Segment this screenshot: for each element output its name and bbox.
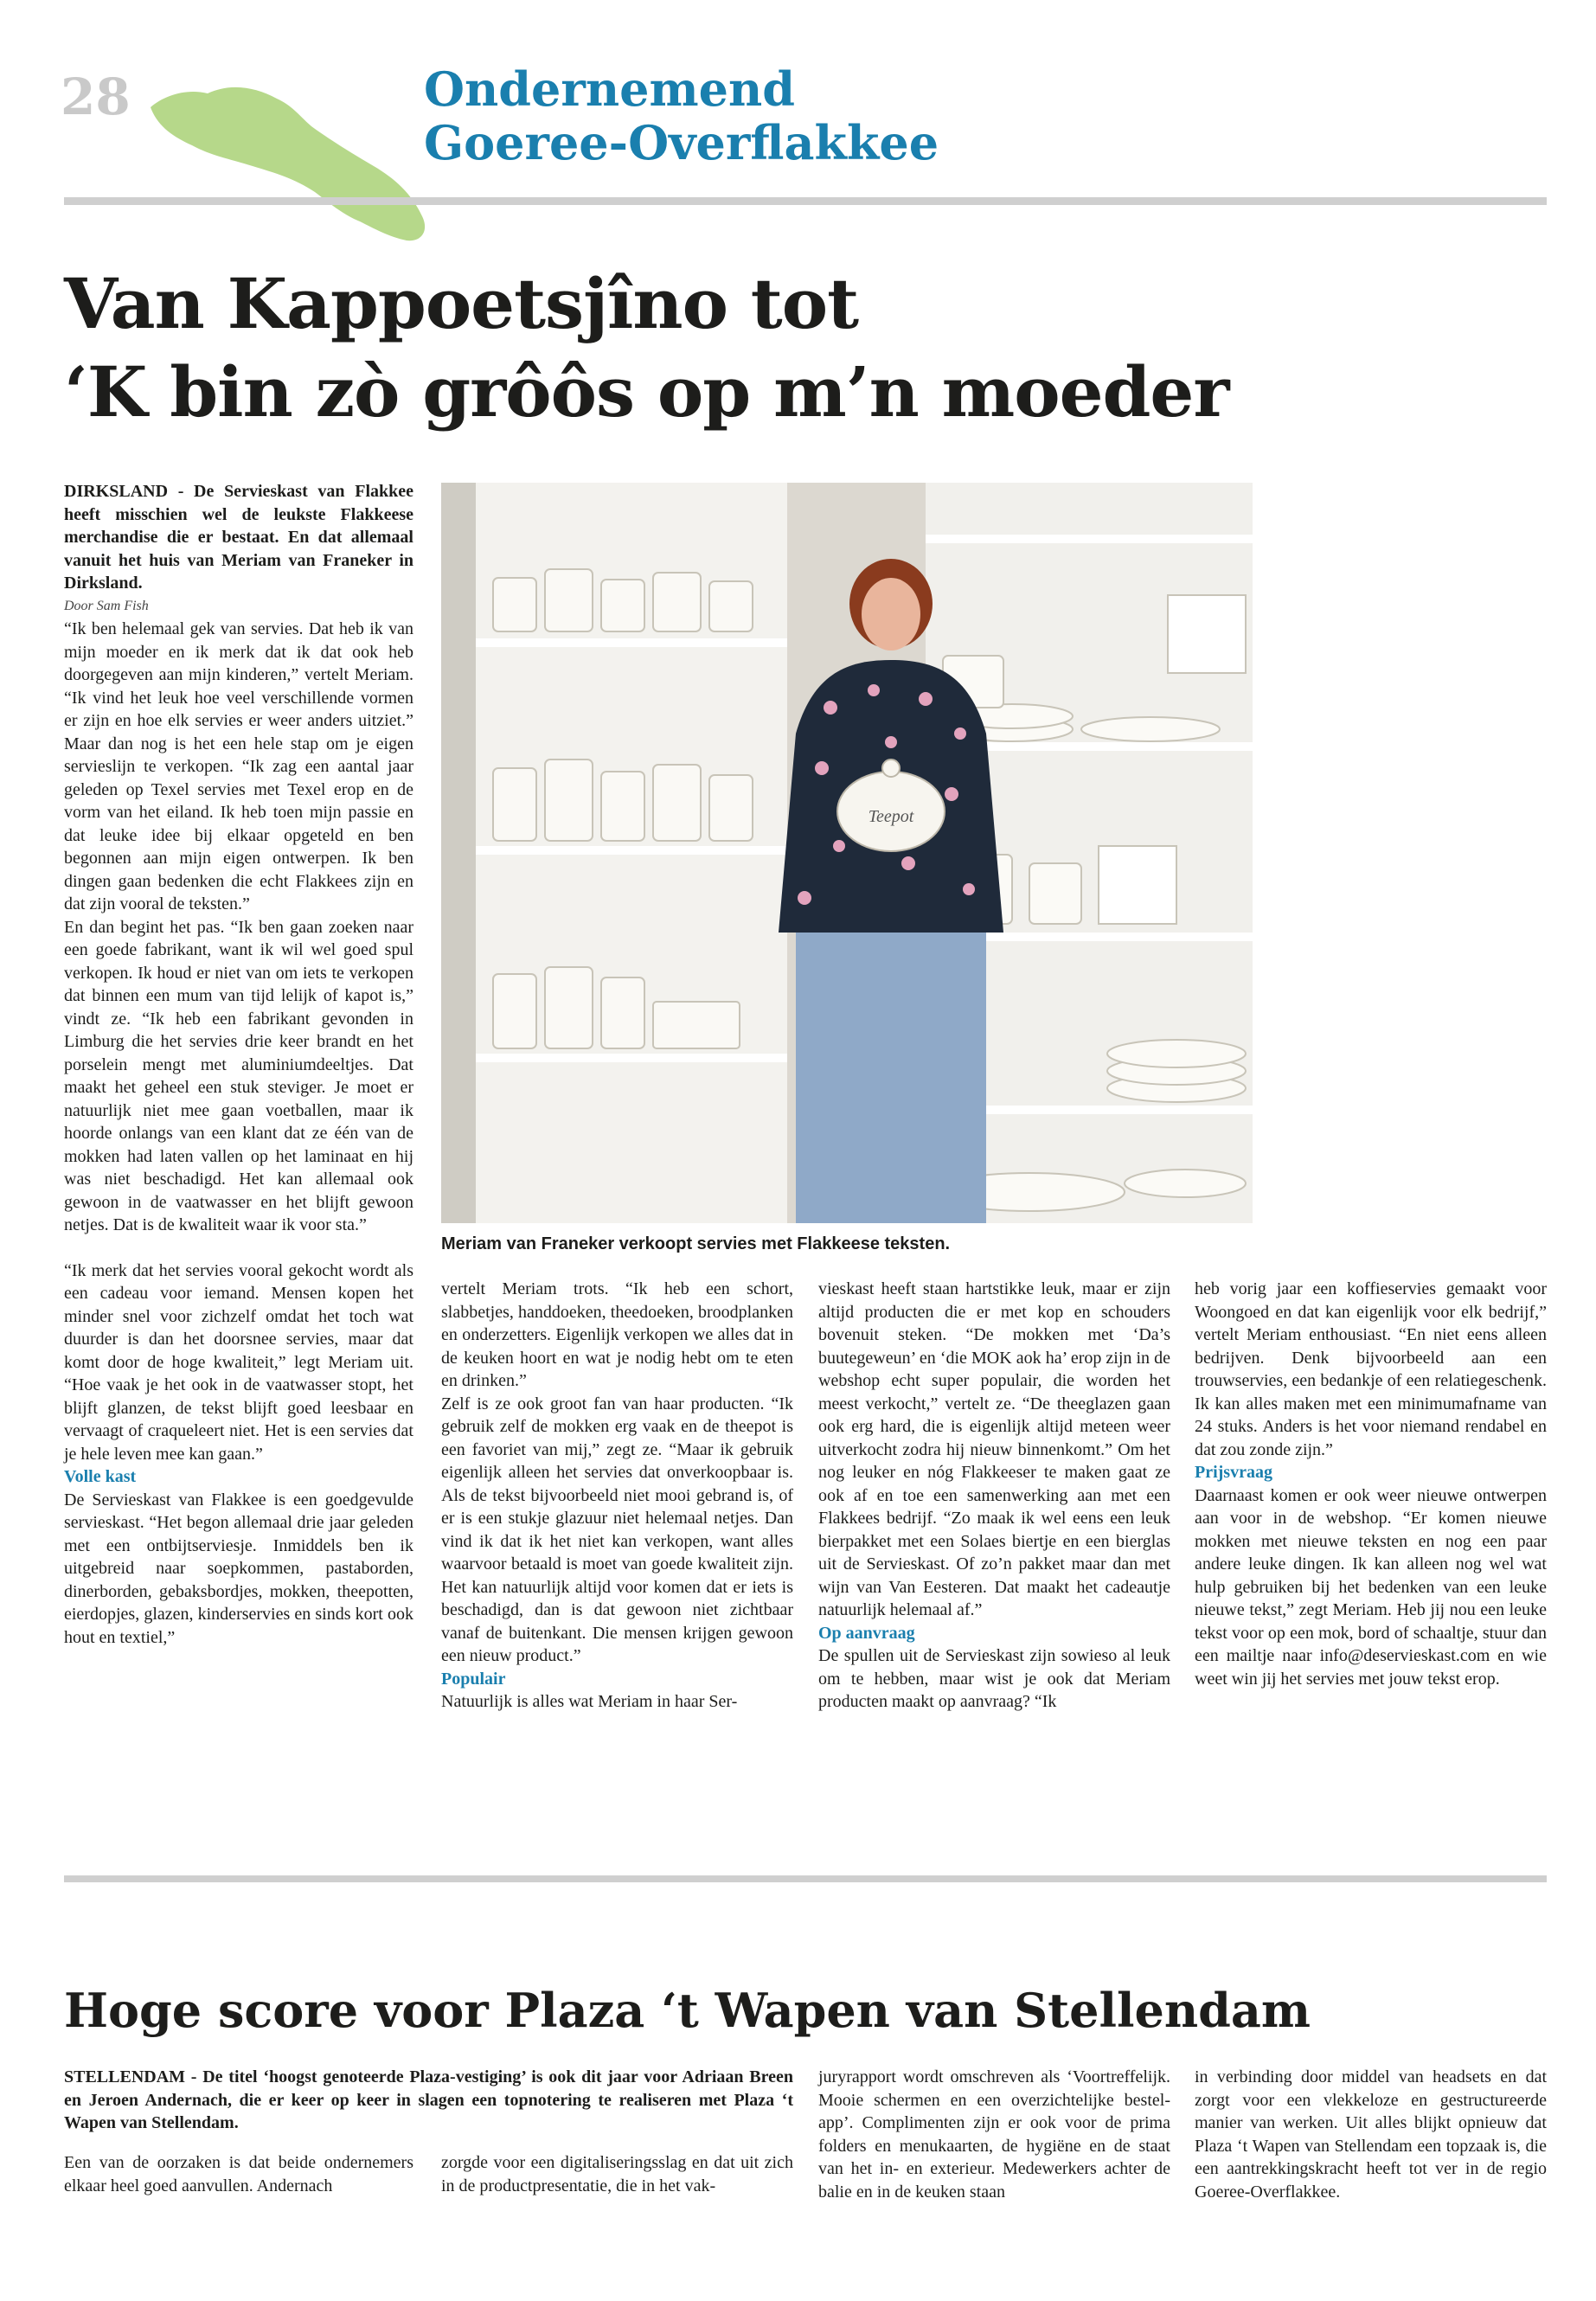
subheading-volle-kast: Volle kast — [64, 1467, 137, 1486]
paragraph: Natuurlijk is alles wat Meriam in haar Ser- — [441, 1692, 738, 1711]
article2-lead: STELLENDAM - De titel ‘hoogst genoteerde Plaza-vestiging’ is ook dit jaar voor Adriaan Breen en Jeroen Andernach, die er keer op keer in slagen een topnotering te realiseren met Plaza ‘t Wapen van Stellendam. — [64, 2067, 793, 2132]
paragraph: Daarnaast komen er ook weer nieuwe ontwerpen aan voor in de webshop. “Er komen nieuwe mokken met nieuwe teksten en nog een paar andere leuke dingen. Ik kan alleen nog wel wat hulp gebruiken bij het bedenken van een leuke nieuwe tekst,” zegt Meriam. Heb jij nou een leuke tekst voor op een mok, bord of schaaltje, stuur dan een mailtje naar info@deservieskast.com en wie weet win jij het servies met jouw tekst erop. — [1195, 1485, 1547, 1689]
headline-line2: ‘K bin zò grôôs op m’n moeder — [64, 351, 1229, 433]
article2-column-1: Een van de oorzaken is dat beide ondernemers elkaar heel goed aanvullen. Andernach — [64, 2153, 413, 2195]
article2-column-3: juryrapport wordt omschreven als ‘Voortreffelijk. Mooie schermen en een overzichtelijke bestel-app’. Complimenten zijn er ook voor de prima folders en menukaarten, de hygiëne en de staat van het in- en exterieur. Medewerkers achter de balie en in de keuken staan — [818, 2067, 1170, 2202]
article2-column-2: zorgde voor een digitaliseringsslag en dat uit zich in de productpresentatie, die in het vak- — [441, 2153, 793, 2195]
headline-line1: Van Kappoetsjîno tot — [64, 263, 859, 344]
section-title-line1: Ondernemend — [424, 61, 795, 117]
byline: Door Sam Fish — [64, 598, 149, 613]
photo-caption: Meriam van Franeker verkoopt servies met Flakkeese teksten. — [441, 1234, 951, 1253]
subheading-op-aanvraag: Op aanvraag — [818, 1623, 915, 1643]
paragraph: vieskast heeft staan hartstikke leuk, maar er zijn altijd producten die er met kop en schouders bovenuit steken. “De mokken met ‘Da’s buutegeweun’ en ‘die MOK aok ha’ erop zijn in de webshop echt super populair, die worden het meest verkocht,” vertelt ze. “De theeglazen gaan ook erg hard, die is eigenlijk altijd meteen weer uitverkocht zodra hij nieuw binnenkomt.” Om het nog leuker en nóg Flakkeeser te maken gaat ze ook af en toe een samenwerking aan met een Flakkees bedrijf. “Zo maak ik wel eens een leuk bierpakket met een Solaes biertje en een bierglas uit de Servieskast. Of zo’n pakket maar dan met wijn van Van Eesteren. Dat maakt het cadeautje natuurlijk helemaal af.” — [818, 1279, 1170, 1619]
photo-illustration — [441, 483, 1253, 1223]
article2-headline: Hoge score voor Plaza ‘t Wapen van Stellendam — [64, 1983, 1311, 2038]
subheading-prijsvraag: Prijsvraag — [1195, 1463, 1272, 1482]
paragraph: De spullen uit de Servieskast zijn sowieso al leuk om te hebben, maar wist je ook dat Meriam producten maakt op aanvraag? “Ik — [818, 1646, 1170, 1711]
article-lead: DIRKSLAND - De Servieskast van Flakkee heeft misschien wel de leukste Flakkeese merchandise die er bestaat. En dat allemaal vanuit het huis van Meriam van Franeker in Dirksland. — [64, 482, 413, 593]
header-rule — [64, 197, 1547, 205]
paragraph: vertelt Meriam trots. “Ik heb een schort, slabbetjes, handdoeken, theedoeken, broodplanken en onderzetters. Eigenlijk verkopen we alles dat in de keuken hoort en wat je nodig hebt om te eten en drinken.” — [441, 1279, 793, 1390]
paragraph: En dan begint het pas. “Ik ben gaan zoeken naar een goede fabrikant, want ik wil wel goed spul verkopen. Ik houd er niet van om iets te verkopen dat binnen een mum van tijd lelijk of kapot is,” vindt ze. “Ik heb een fabrikant gevonden in Limburg die het servies drie keer brandt en het porselein mengt met aluminiumdeeltjes. Dat maakt het geheel een stuk steviger. Je moet er natuurlijk niet mee gaan voetballen, maar ik hoorde onlangs van een klant dat ze één van de mokken had laten vallen op het laminaat en hij was niet beschadigd. Het kan allemaal ook gewoon in de vaatwasser en het blijft gewoon netjes. Dat is de kwaliteit waar ik voor sta.” — [64, 917, 413, 1234]
paragraph: De Servieskast van Flakkee is een goedgevulde servieskast. “Het begon allemaal drie jaar geleden met een ontbijtserviesje. Inmiddels ben ik uitgebreid naar soepkommen, pastaborden, dinerborden, gebaksbordjes, mokken, theepotten, eierdopjes, glazen, kinderservies en sinds kort ook hout en textiel,” — [64, 1490, 413, 1647]
page-number: 28 — [61, 67, 131, 126]
article-column-1 — [64, 480, 413, 1649]
article-column-2 — [441, 1278, 793, 1714]
article-headline — [64, 260, 1535, 436]
paragraph: “Ik merk dat het servies vooral gekocht wordt als een cadeau voor iemand. Mensen kopen het minder snel voor zichzelf omdat het toch wat duurder is dan het doorsnee servies, maar dat komt door de hoge kwaliteit,” legt Meriam uit. “Hoe vaak je het ook in de vaatwasser stopt, het blijft glanzen, de tekst blijft goed leesbaar en vervaagt of craqueleert niet. Het is een servies dat je hele leven mee kan gaan.” — [64, 1260, 413, 1464]
section-title-line2: Goeree-Overflakkee — [424, 115, 939, 170]
paragraph: “Ik ben helemaal gek van servies. Dat heb ik van mijn moeder en ik merk dat ik dat ook heb doorgegeven aan mijn kinderen,” vertelt Meriam. “Ik vind het leuk hoe veel verschillende vormen er zijn en hoe elk servies er weer anders uitziet.” Maar dan nog is het een hele stap om je eigen servieslijn te verkopen. “Ik zag een aantal jaar geleden op Texel servies met Texel erop en de vorm van het eiland. Ik heb toen mijn passie en dat leuke idee bij elkaar opgeteld en ben begonnen aan mijn eigen ontwerpen. Ik ben dingen gaan bedenken die echt Flakkees zijn en dat zijn vooral de teksten.” — [64, 619, 413, 913]
section-title — [424, 62, 939, 170]
article-photo — [441, 483, 1253, 1223]
article-column-4 — [1195, 1278, 1547, 1690]
article-divider — [64, 1875, 1547, 1882]
teapot-text: Teepot — [868, 807, 914, 826]
paragraph: Zelf is ze ook groot fan van haar producten. “Ik gebruik zelf de mokken erg vaak en de theepot is een favoriet van mij,” zegt ze. “Maar ik gebruik eigenlijk alleen het servies dat onverkoopbaar is. Als de tekst bijvoorbeeld niet mooi gebrand is, of er is een stukje glazuur niet helemaal netjes. Dan vind ik dat ik het niet kan verkopen, want alles waarvoor betaald is moet van goede kwaliteit zijn. Het kan natuurlijk altijd voor komen dat er iets is beschadigd, dan is dat gewoon niet zichtbaar vanaf de buitenkant. Die mensen krijgen gewoon een nieuw product.” — [441, 1394, 793, 1665]
article2-column-4: in verbinding door middel van headsets en dat zorgt voor een vlekkeloze en gestructureerde manier van werken. Uit alles blijkt opnieuw dat Plaza ‘t Wapen van Stellendam een topzaak is, die een aantrekkingskracht heeft tot ver in de regio Goeree-Overflakkee. — [1195, 2067, 1547, 2202]
paragraph: heb vorig jaar een koffieservies gemaakt voor Woongoed en dat kan eigenlijk voor elk bedrijf,” vertelt Meriam enthousiast. “En niet eens alleen bedrijven. Denk bijvoorbeeld aan een trouwservies, een bedankje of een relatiegeschenk. Ik kan alles maken met een minimumafname van 24 stuks. Anders is het voor niemand rendabel en dat zou zonde zijn.” — [1195, 1279, 1547, 1459]
island-map-icon — [147, 76, 433, 249]
article-column-3 — [818, 1278, 1170, 1714]
subheading-populair: Populair — [441, 1669, 506, 1689]
